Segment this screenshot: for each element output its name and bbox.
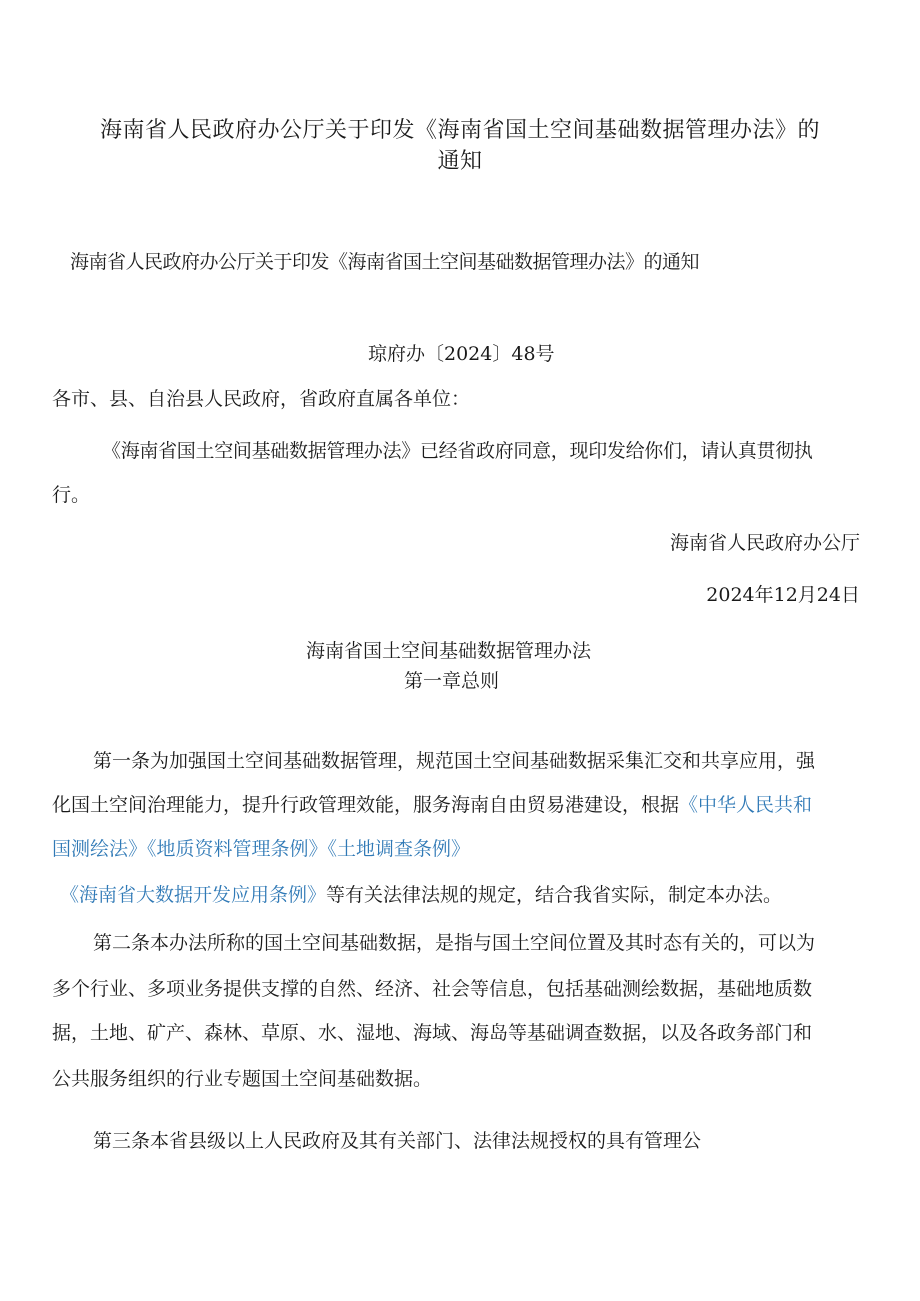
law-link-surveying-part-1[interactable]: 《中华人民共和 <box>679 794 813 816</box>
document-number: 琼府办〔2024〕48号 <box>368 343 555 365</box>
article-2-line-4: 公共服务组织的行业专题国土空间基础数据。 <box>52 1068 433 1090</box>
chapter-title: 第一章总则 <box>404 670 500 692</box>
article-2-line-1: 第二条本办法所称的国土空间基础数据，是指与国土空间位置及其时态有关的，可以为 <box>93 932 816 954</box>
article-1-line-2-text: 化国土空间治理能力，提升行政管理效能，服务海南自由贸易港建设，根据 <box>52 794 680 816</box>
law-link-land-survey[interactable]: 《土地调查条例》 <box>327 838 471 860</box>
document-subtitle: 海南省人民政府办公厅关于印发《海南省国土空间基础数据管理办法》的通知 <box>70 251 700 273</box>
article-1-line-1: 第一条为加强国土空间基础数据管理，规范国土空间基础数据采集汇交和共享应用，强 <box>93 750 816 772</box>
notice-paragraph-line-1: 《海南省国土空间基础数据管理办法》已经省政府同意，现印发给你们，请认真贯彻执 <box>102 440 813 462</box>
issuer: 海南省人民政府办公厅 <box>669 532 860 554</box>
article-1-line-4 <box>60 880 782 907</box>
issue-date: 2024年12月24日 <box>706 584 860 606</box>
article-1-line-4-tail: 等有关法律法规的规定，结合我省实际，制定本办法。 <box>326 884 783 906</box>
article-1-line-2 <box>52 790 812 817</box>
article-2-line-2: 多个行业、多项业务提供支撑的自然、经济、社会等信息，包括基础测绘数据，基础地质数 <box>52 978 813 1000</box>
document-title-line-1: 海南省人民政府办公厅关于印发《海南省国土空间基础数据管理办法》的 <box>99 118 820 143</box>
law-link-big-data[interactable]: 《海南省大数据开发应用条例》 <box>60 884 327 906</box>
law-link-geological-data[interactable]: 《地质资料管理条例》 <box>147 838 328 860</box>
article-2-line-3: 据，土地、矿产、森林、草原、水、湿地、海域、海岛等基础调查数据，以及各政务部门和 <box>52 1022 813 1044</box>
article-1-line-3 <box>52 834 470 861</box>
notice-paragraph-line-2: 行。 <box>52 484 91 506</box>
measures-title: 海南省国土空间基础数据管理办法 <box>306 640 592 662</box>
recipients: 各市、县、自治县人民政府，省政府直属各单位： <box>52 388 471 410</box>
document-title-line-2: 通知 <box>437 149 483 174</box>
law-link-surveying-part-2[interactable]: 国测绘法》 <box>52 838 148 860</box>
article-3-line-1: 第三条本省县级以上人民政府及其有关部门、法律法规授权的具有管理公 <box>93 1130 702 1152</box>
